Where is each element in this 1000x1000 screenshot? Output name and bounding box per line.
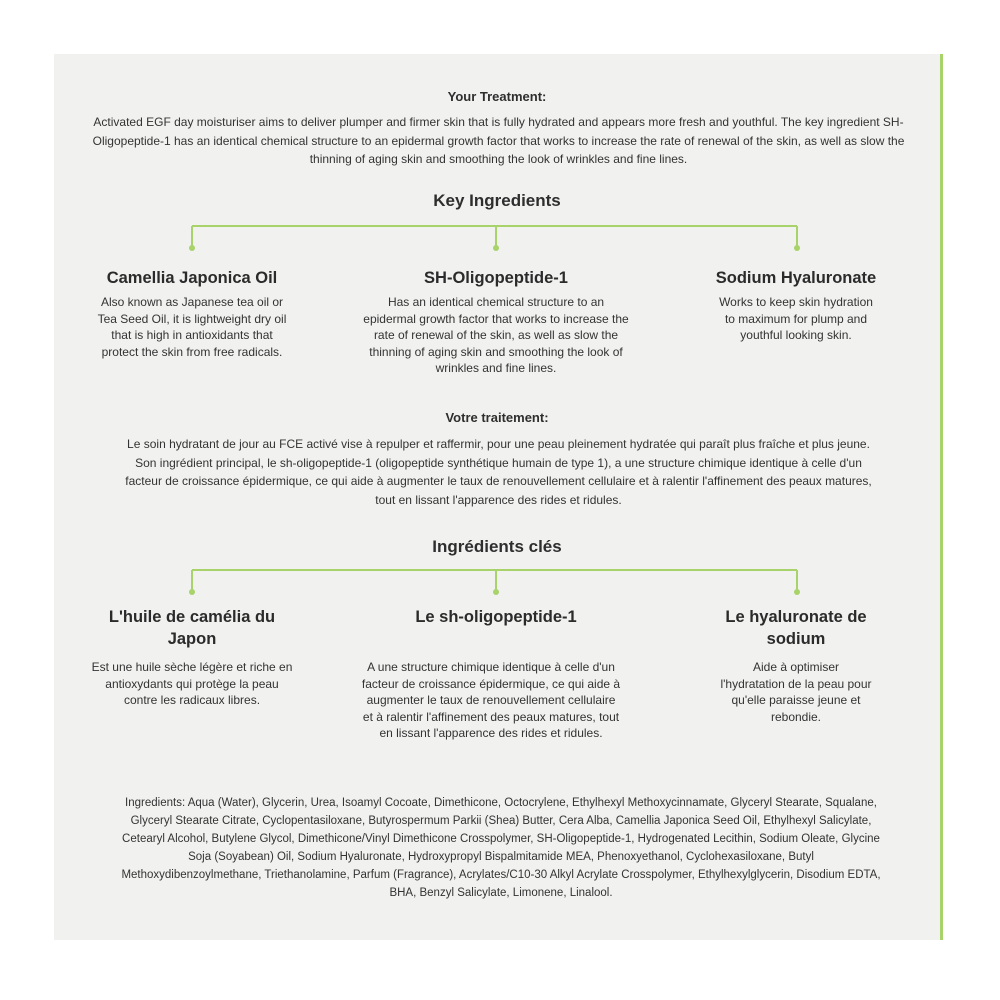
treatment-title-fr: Votre traitement:: [445, 410, 549, 425]
treatment-title-en: Your Treatment:: [447, 89, 547, 104]
treatment-text-fr: Le soin hydratant de jour au FCE activé vise à repulper et raffermir, pour une peau pleinement hydratée qui paraît plus fraîche et plus jeune. Son ingrédient principal, le sh-oligopeptide-1 (oligopeptide synthétique humain de type 1), a une structure chimique identique à celle d'un facteur de croissance épidermique, ce qui aide à augmenter le taux de renouvellement cellulaire et à ralentir l'affinement des peaux matures, tout en lissant l'apparence des rides et ridules.: [125, 437, 872, 507]
key-ingredients-title-en: Key Ingredients: [433, 191, 561, 210]
ingredient-title-fr-2: Le sh-oligopeptide-1: [415, 608, 577, 626]
ingredients-bracket-fr: [54, 54, 943, 654]
ingredient-text-fr-3: Aide à optimiser l'hydratation de la peau pour qu'elle paraisse jeune et rebondie.: [720, 660, 872, 724]
key-ingredients-title-fr: Ingrédients clés: [432, 537, 562, 556]
ingredient-title-fr-3: Le hyaluronate de sodium: [725, 608, 867, 648]
ingredient-text-fr-1: Est une huile sèche légère et riche en antioxydants qui protège la peau contre les radicaux libres.: [91, 660, 293, 707]
ingredient-title-en-1: Camellia Japonica Oil: [106, 269, 278, 287]
ingredient-text-en-2: Has an identical chemical structure to an epidermal growth factor that works to increase the rate of renewal of the skin, as well as slow the thinning of aging skin and smoothing the look of wrinkles and fine lines.: [363, 295, 629, 375]
treatment-text-en: Activated EGF day moisturiser aims to deliver plumper and firmer skin that is fully hydrated and appears more fresh and youthful. The key ingredient SH-Oligopeptide-1 has an identical chemical structure to an epidermal growth factor that works to increase the rate of renewal of the skin, as well as slow the thinning of aging skin and smoothing the look of wrinkles and fine lines.: [92, 115, 905, 166]
ingredient-title-fr-1: L'huile de camélia du Japon: [108, 608, 276, 648]
ingredient-text-en-3: Works to keep skin hydration to maximum for plump and youthful looking skin.: [719, 295, 873, 342]
ingredients-list: Ingredients: Aqua (Water), Glycerin, Urea, Isoamyl Cocoate, Dimethicone, Octocrylene, Ethylhexyl Methoxycinnamate, Glyceryl Stearate, Squalane, Glyceryl Stearate Citrate, Cyclopentasiloxane, Butyrospermum Parkii (Shea) Butter, Cera Alba, Camellia Japonica Seed Oil, Ethylhexyl Salicylate, Cetearyl Alcohol, Butylene Glycol, Dimethicone/Vinyl Dimethicone Crosspolymer, SH-Oligopeptide-1, Hydrogenated Lecithin, Sodium Oleate, Glycine Soja (Soyabean) Oil, Sodium Hyaluronate, Hydroxypropyl Bispalmitamide MEA, Phenoxyethanol, Cyclohexasiloxane, Butyl Methoxydibenzoylmethane, Triethanolamine, Parfum (Fragrance), Acrylates/C10-30 Alkyl Acrylate Crosspolymer, Ethylhexylglycerin, Disodium EDTA, BHA, Benzyl Salicylate, Limonene, Linalool.: [121, 797, 881, 899]
product-info-panel: [54, 54, 943, 940]
ingredient-text-en-1: Also known as Japanese tea oil or Tea Seed Oil, it is lightweight dry oil that is high in antioxidants that protect the skin from free radicals.: [97, 295, 287, 359]
ingredient-title-en-3: Sodium Hyaluronate: [715, 269, 877, 287]
ingredient-title-en-2: SH-Oligopeptide-1: [424, 269, 568, 287]
ingredient-text-fr-2: A une structure chimique identique à celle d'un facteur de croissance épidermique, ce qui aide à augmenter le taux de renouvellement cellulaire et à ralentir l'affinement des peaux matures, tout en lissant l'apparence des rides et ridules.: [361, 660, 621, 740]
